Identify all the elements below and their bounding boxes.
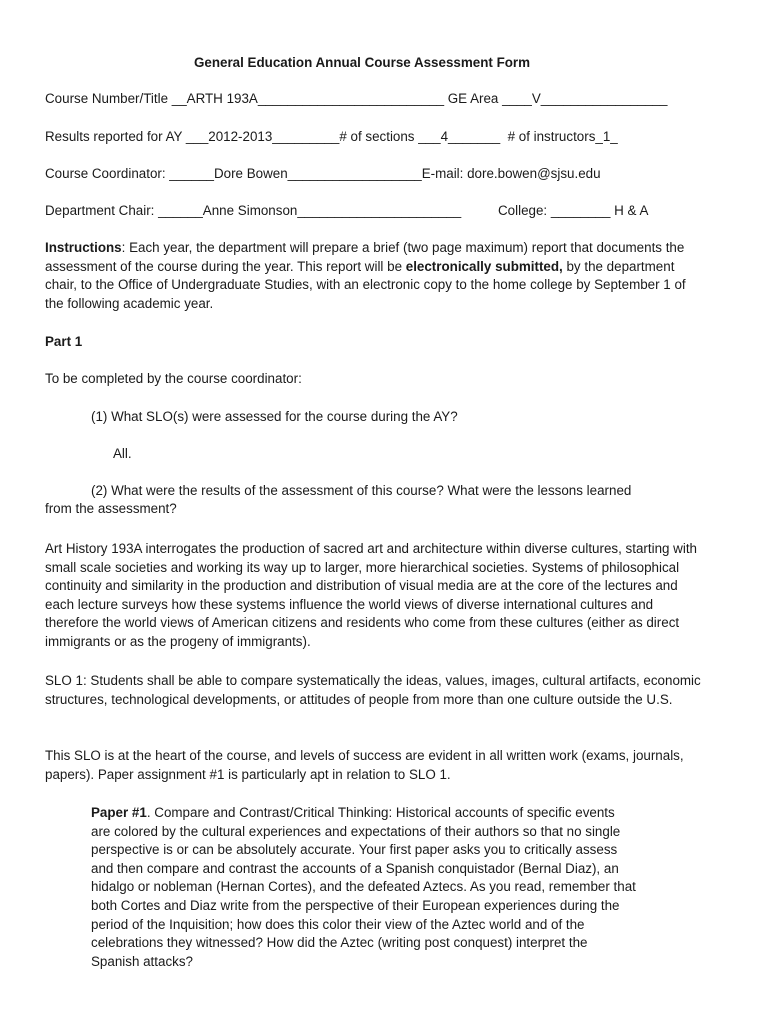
answer-1: All. [113, 446, 132, 461]
art-history-paragraph: Art History 193A interrogates the production of sacred art and architecture within diverse cultures, starting with small scale societies and working its way up to larger, more hierarchical societies. Systems of philosophical continuity and similarity in the production and distribution of visual media are at the core of the lectures and each lecture surveys how these systems influence the world views of diverse international cultures and therefore the world views of American citizens and residents who come from these cultures (either as direct immigrants or as the progeny of immigrants). [45, 541, 697, 649]
slo1-paragraph: SLO 1: Students shall be able to compare systematically the ideas, values, images, cultural artifacts, economic structures, technological developments, or attitudes of people from more than one culture outside the U.S. [45, 673, 701, 707]
paper-1-paragraph [91, 804, 636, 971]
question-2-line-1: (2) What were the results of the assessment of this course? What were the lessons learned [91, 483, 632, 498]
instructions-paragraph [45, 239, 705, 313]
instructions-label: Instructions [45, 240, 122, 255]
college-line: College: ________ H & A [498, 203, 649, 218]
paper-1-text: . Compare and Contrast/Critical Thinking: Historical accounts of specific events are colored by the cultural experiences and expectations of their authors so that no single perspective is or can be absolutely accurate. Your first paper asks you to critically assess and then compare and contrast the accounts of a Spanish conquistador (Bernal Diaz), an hidalgo or nobleman (Hernan Cortes), and the defeated Aztecs. As you read, remember that both Cortes and Diaz write from the perspective of their European experiences during the period of the Inquisition; how does this color their view of the Aztec world and of the celebrations they witnessed? How did the Aztec (writing post conquest) interpret the Spanish attacks? [91, 805, 636, 969]
paper-1-label: Paper #1 [91, 805, 147, 820]
question-2-line-2: from the assessment? [45, 501, 177, 516]
course-number-line: Course Number/Title __ARTH 193A_________________________ GE Area ____V_________________ [45, 91, 668, 106]
results-reported-line: Results reported for AY ___2012-2013_________# of sections ___4_______ # of instructors_1_ [45, 129, 618, 144]
form-title: General Education Annual Course Assessment Form [193, 55, 531, 70]
slo-heart-paragraph: This SLO is at the heart of the course, and levels of success are evident in all written work (exams, journals, papers). Paper assignment #1 is particularly apt in relation to SLO 1. [45, 748, 684, 782]
question-1: (1) What SLO(s) were assessed for the course during the AY? [91, 409, 458, 424]
instructions-text-1: : Each year, the department will prepare a brief (two page maximum) report that documents the assessment of the course during the year. This report will be [45, 240, 685, 274]
instructions-bold: electronically submitted, [405, 258, 563, 274]
department-chair-line: Department Chair: ______Anne Simonson______________________ [45, 203, 462, 218]
part1-heading: Part 1 [45, 334, 83, 349]
instructions-text-2: by the department chair, to the Office of Undergraduate Studies, with an electronic copy to the home college by September 1 of the following academic year. [45, 258, 686, 311]
part1-intro: To be completed by the course coordinator: [45, 371, 302, 386]
course-coordinator-line: Course Coordinator: ______Dore Bowen__________________E-mail: dore.bowen@sjsu.edu [45, 166, 601, 181]
